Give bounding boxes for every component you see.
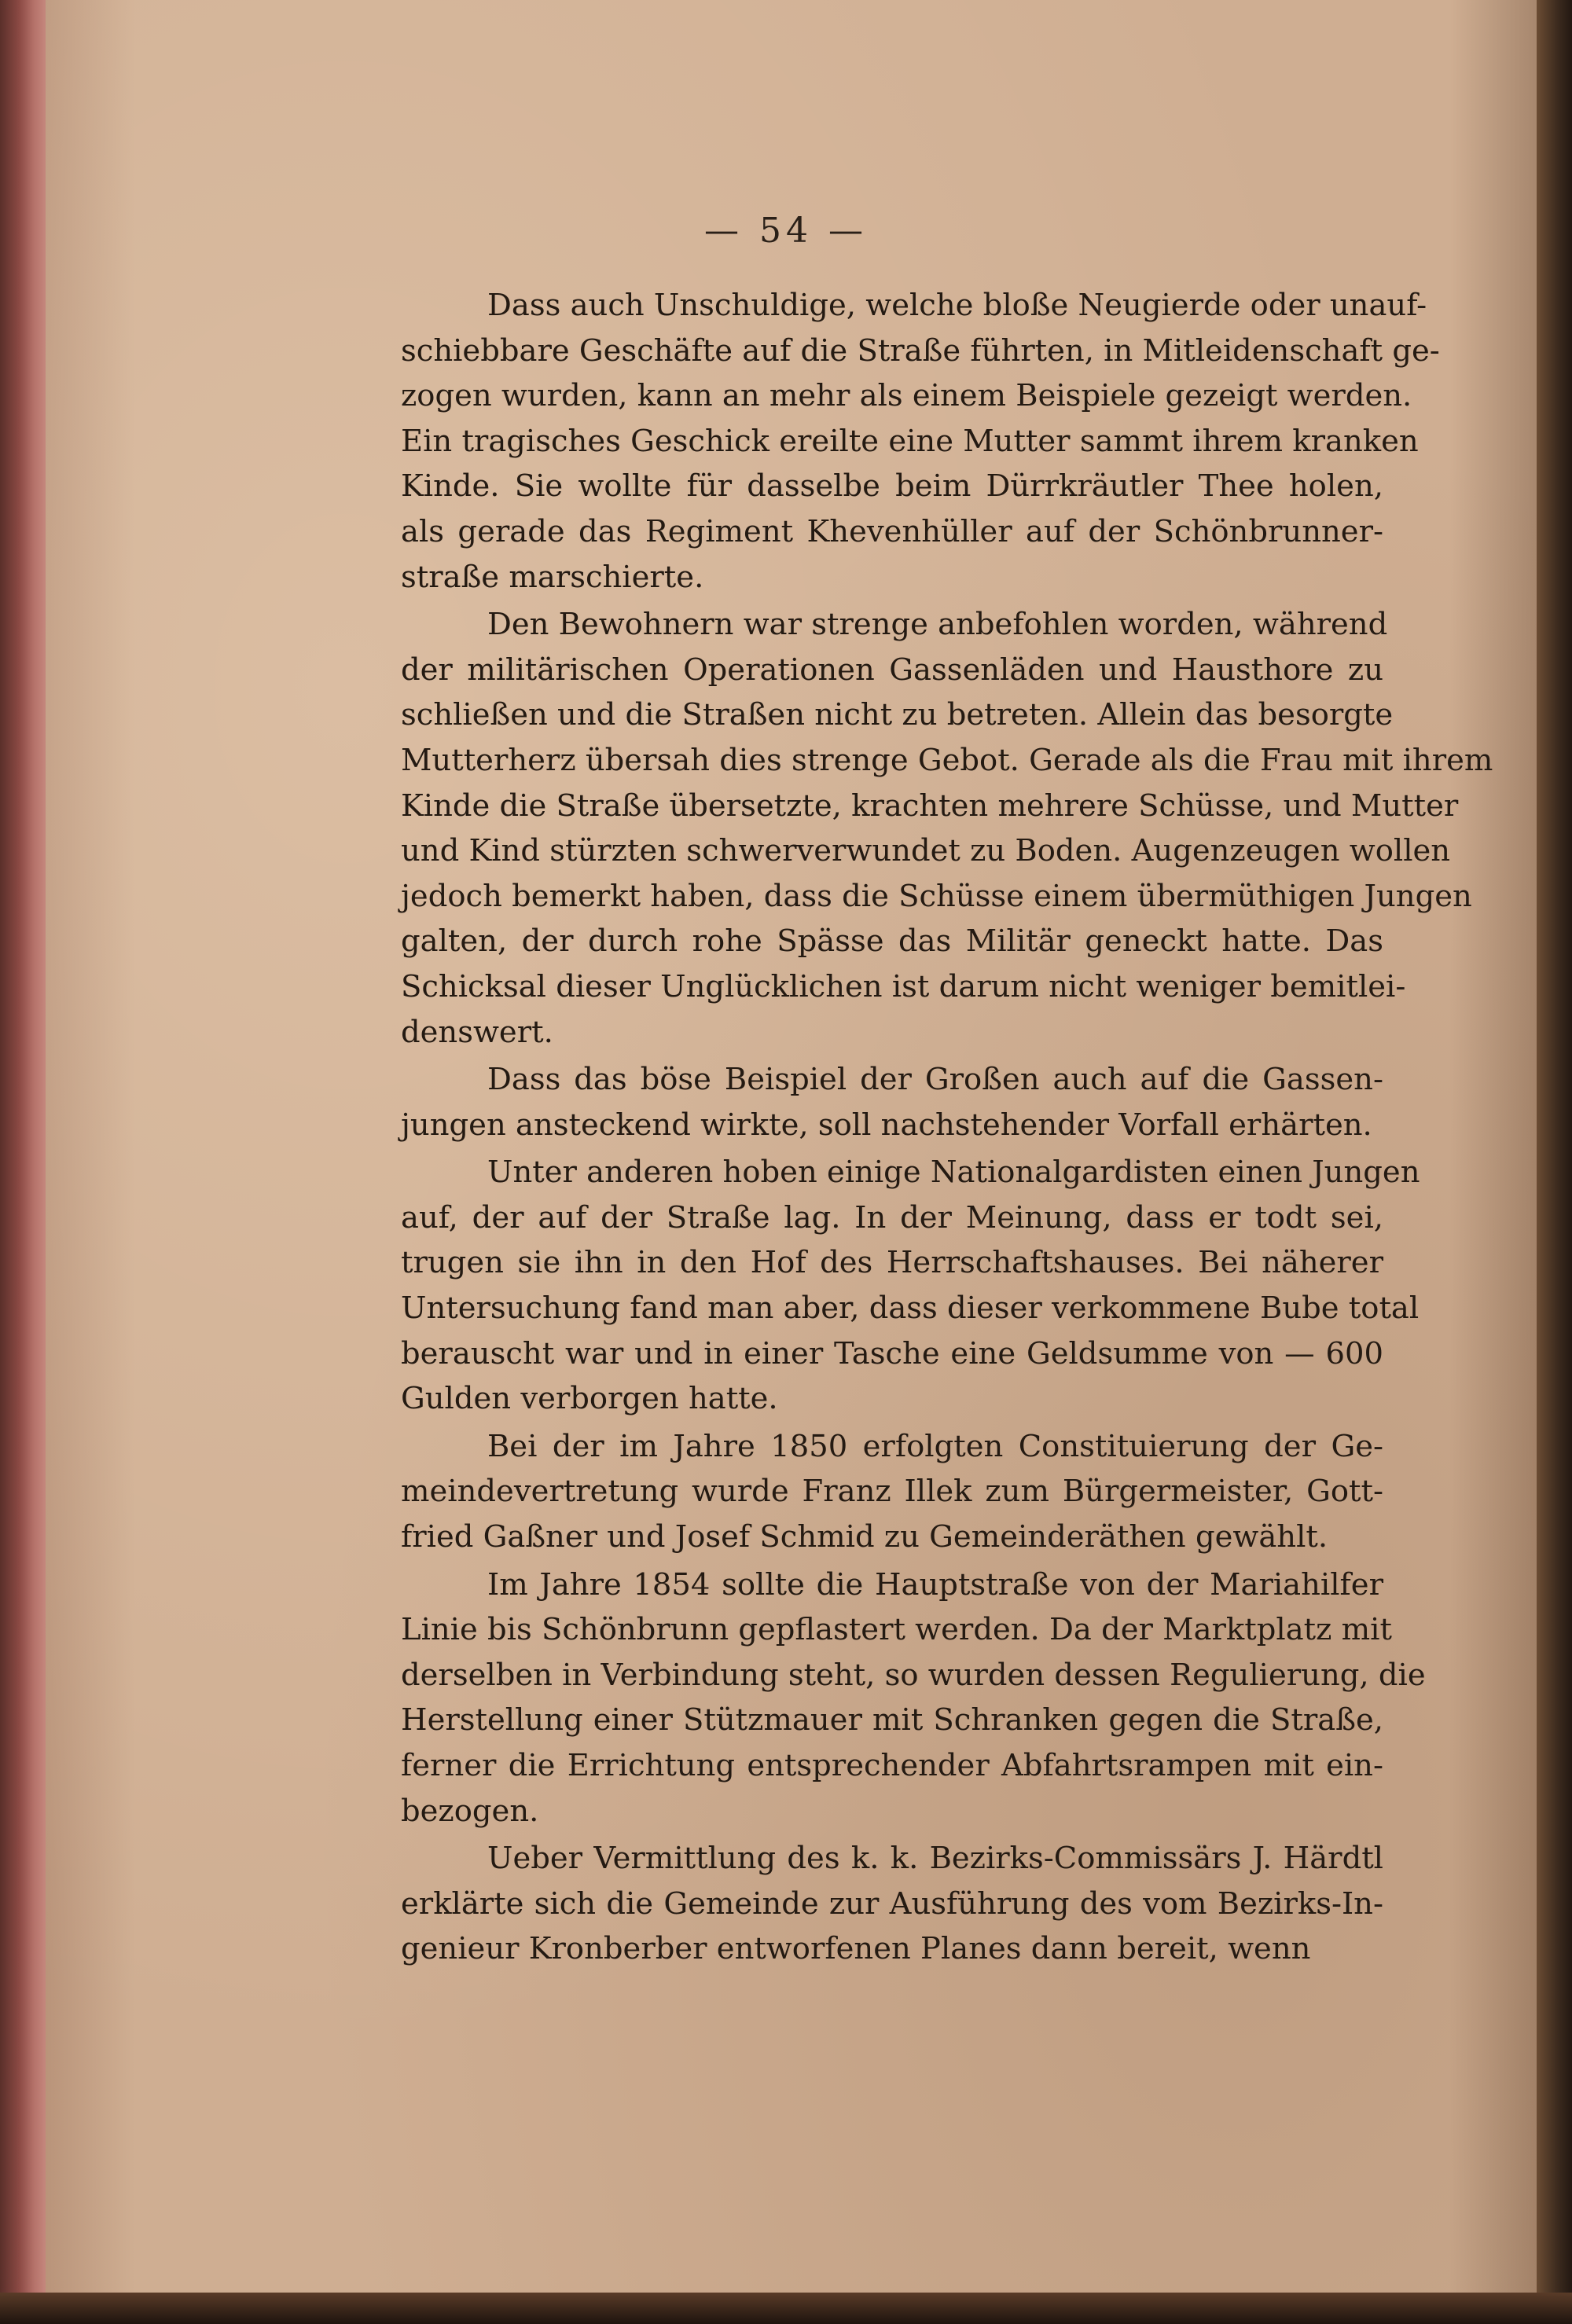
text-line: Bei der im Jahre 1850 erfolgten Constituierung der Ge- [487, 1428, 1383, 1464]
text-line: Untersuchung fand man aber, dass dieser verkommene Bube total [401, 1290, 1420, 1327]
text-line: Herstellung einer Stützmauer mit Schranken gegen die Straße, [401, 1702, 1383, 1738]
text-line: straße marschierte. [401, 559, 704, 595]
text-line: und Kind stürzten schwerverwundet zu Boden. Augenzeugen wollen [401, 833, 1451, 869]
body-text [401, 283, 1493, 1974]
paragraph [401, 1562, 1426, 1834]
paragraph [401, 602, 1493, 1055]
text-line: Linie bis Schönbrunn gepflastert werden. Da der Marktplatz mit [401, 1612, 1392, 1648]
paragraph [401, 283, 1440, 600]
text-line: Kinde die Straße übersetzte, krachten mehrere Schüsse, und Mutter [401, 788, 1459, 824]
text-line: genieur Kronberber entworfenen Planes dann bereit, wenn [401, 1931, 1311, 1967]
text-line: galten, der durch rohe Spässe das Militär geneckt hatte. Das [401, 923, 1383, 960]
text-line: der militärischen Operationen Gassenläden und Hausthore zu [401, 652, 1383, 688]
text-line: ferner die Errichtung entsprechender Abfahrtsrampen mit ein- [401, 1748, 1383, 1783]
text-line: Dass das böse Beispiel der Großen auch auf die Gassen- [487, 1062, 1383, 1098]
right-page-edge [1537, 0, 1572, 2324]
text-line: schiebbare Geschäfte auf die Straße führten, in Mitleidenschaft ge- [401, 332, 1440, 369]
text-line: Dass auch Unschuldige, welche bloße Neugierde oder unauf- [487, 288, 1427, 323]
text-line: erklärte sich die Gemeinde zur Ausführung des vom Bezirks-In- [401, 1885, 1383, 1922]
text-line: schließen und die Straßen nicht zu betreten. Allein das besorgte [401, 697, 1394, 733]
text-line: jedoch bemerkt haben, dass die Schüsse einem übermüthigen Jungen [401, 878, 1472, 914]
text-line: trugen sie ihn in den Hof des Herrschaftshauses. Bei näherer [401, 1245, 1383, 1281]
text-line: Ueber Vermittlung des k. k. Bezirks-Commissärs J. Härdtl [487, 1841, 1383, 1877]
text-line: denswert. [401, 1014, 553, 1050]
text-line: Den Bewohnern war strenge anbefohlen worden, während [487, 607, 1388, 643]
text-line: Gulden verborgen hatte. [401, 1381, 778, 1417]
text-line: zogen wurden, kann an mehr als einem Beispiele gezeigt werden. [401, 378, 1412, 414]
text-line: berauscht war und in einer Tasche eine Geldsumme von — 600 [401, 1335, 1383, 1371]
text-line: meindevertretung wurde Franz Illek zum Bürgermeister, Gott- [401, 1474, 1383, 1510]
paragraph [401, 1836, 1383, 1972]
text-line: Unter anderen hoben einige Nationalgardisten einen Jungen [487, 1155, 1420, 1191]
text-line: Schicksal dieser Unglücklichen ist darum nicht weniger bemitlei- [401, 968, 1406, 1004]
paragraph [401, 1150, 1420, 1422]
text-line: bezogen. [401, 1793, 539, 1829]
paragraph [401, 1057, 1383, 1147]
text-line: als gerade das Regiment Khevenhüller auf der Schönbrunner- [401, 513, 1383, 549]
text-line: derselben in Verbindung steht, so wurden dessen Regulierung, die [401, 1657, 1426, 1693]
text-line: fried Gaßner und Josef Schmid zu Gemeinderäthen gewählt. [401, 1519, 1328, 1555]
text-line: Ein tragisches Geschick ereilte eine Mutter sammt ihrem kranken [401, 423, 1419, 459]
text-line: Im Jahre 1854 sollte die Hauptstraße von der Mariahilfer [487, 1566, 1383, 1603]
text-line: auf, der auf der Straße lag. In der Meinung, dass er todt sei, [401, 1199, 1383, 1235]
text-line: Mutterherz übersah dies strenge Gebot. Gerade als die Frau mit ihrem [401, 742, 1493, 778]
text-line: jungen ansteckend wirkte, soll nachstehender Vorfall erhärten. [401, 1107, 1372, 1143]
page-number: — 54 — [704, 211, 868, 251]
paragraph [401, 1424, 1383, 1560]
text-line: Kinde. Sie wollte für dasselbe beim Dürrkräutler Thee holen, [401, 468, 1383, 505]
bottom-page-edge [0, 2293, 1572, 2324]
book-spine-edge [0, 0, 49, 2324]
